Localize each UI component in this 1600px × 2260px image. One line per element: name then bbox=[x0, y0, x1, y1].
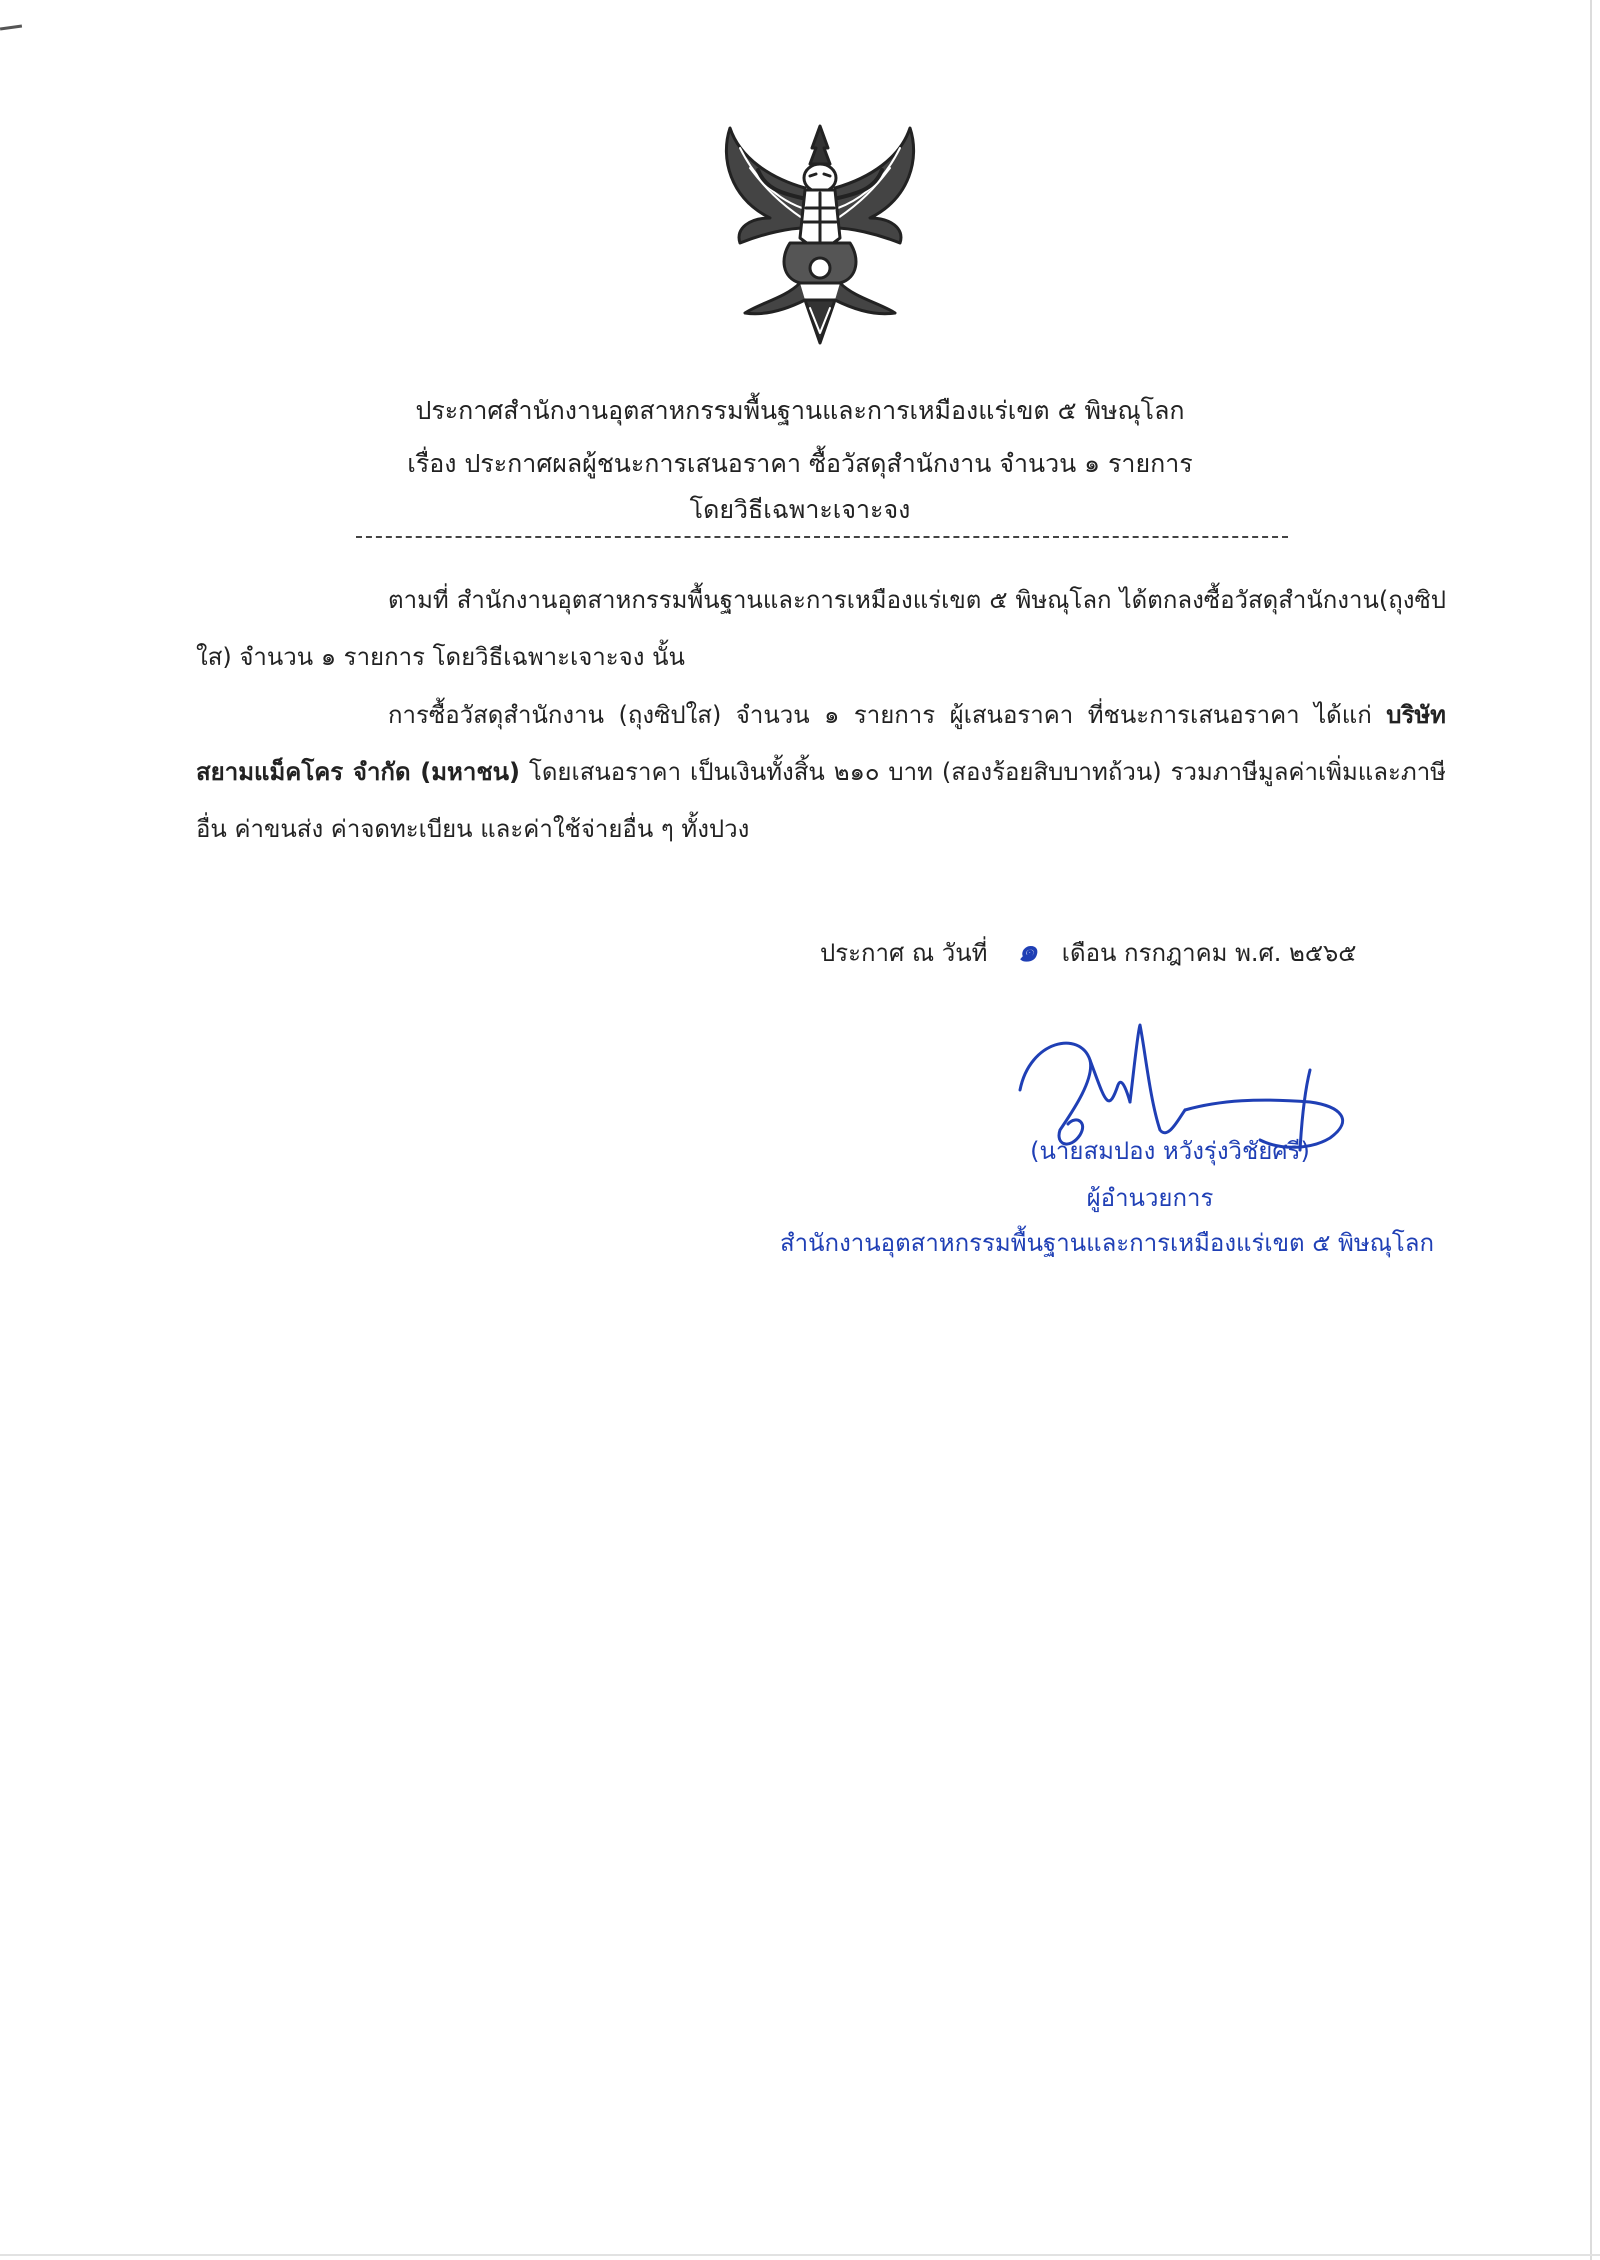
body-paragraph-1: ตามที่ สำนักงานอุตสาหกรรมพื้นฐานและการเหมืองแร่เขต ๕ พิษณุโลก ได้ตกลงซื้อวัสดุสำนักงาน(ถุงซิปใส) จำนวน ๑ รายการ โดยวิธีเฉพาะเจาะจง นั้น bbox=[196, 586, 1446, 671]
scan-mark bbox=[0, 24, 22, 30]
signer-name: (นายสมปอง หวังรุ่งวิชัยศรี) bbox=[1030, 1137, 1310, 1165]
date-day-handwritten: ๑ bbox=[1017, 931, 1038, 969]
paragraph-2-end: โดยเสนอราคา เป็นเงินทั้งสิ้น ๒๑๐ บาท (สองร้อยสิบบาทถ้วน) รวมภาษีมูลค่าเพิ่มและภาษีอื่น ค่าขนส่ง ค่าจดทะเบียน และค่าใช้จ่ายอื่น ๆ ทั้งปวง bbox=[196, 758, 1446, 843]
announcement-method: โดยวิธีเฉพาะเจาะจง bbox=[689, 495, 911, 524]
signer-title: ผู้อำนวยการ bbox=[1086, 1184, 1214, 1212]
dashed-divider bbox=[356, 536, 1288, 538]
signer-organization: สำนักงานอุตสาหกรรมพื้นฐานและการเหมืองแร่เขต ๕ พิษณุโลก bbox=[780, 1229, 1435, 1257]
garuda-emblem-icon bbox=[710, 118, 930, 348]
announcement-heading: ประกาศสำนักงานอุตสาหกรรมพื้นฐานและการเหมืองแร่เขต ๕ พิษณุโลก bbox=[415, 396, 1185, 425]
paragraph-2-start: การซื้อวัสดุสำนักงาน (ถุงซิปใส) จำนวน ๑ รายการ ผู้เสนอราคา ที่ชนะการเสนอราคา ได้แก่ bbox=[388, 701, 1387, 729]
announcement-date bbox=[820, 930, 1440, 973]
page-edge-right bbox=[1590, 0, 1592, 2260]
announcement-subject: เรื่อง ประกาศผลผู้ชนะการเสนอราคา ซื้อวัสดุสำนักงาน จำนวน ๑ รายการ bbox=[407, 449, 1193, 478]
date-suffix: เดือน กรกฎาคม พ.ศ. ๒๕๖๕ bbox=[1061, 939, 1357, 967]
body-paragraph-2 bbox=[196, 687, 1446, 858]
date-prefix: ประกาศ ณ วันที่ bbox=[820, 939, 988, 967]
winner-name: บริษัท สยามแม็คโคร จำกัด (มหาชน) bbox=[196, 701, 1446, 786]
page-edge-bottom bbox=[0, 2254, 1600, 2256]
